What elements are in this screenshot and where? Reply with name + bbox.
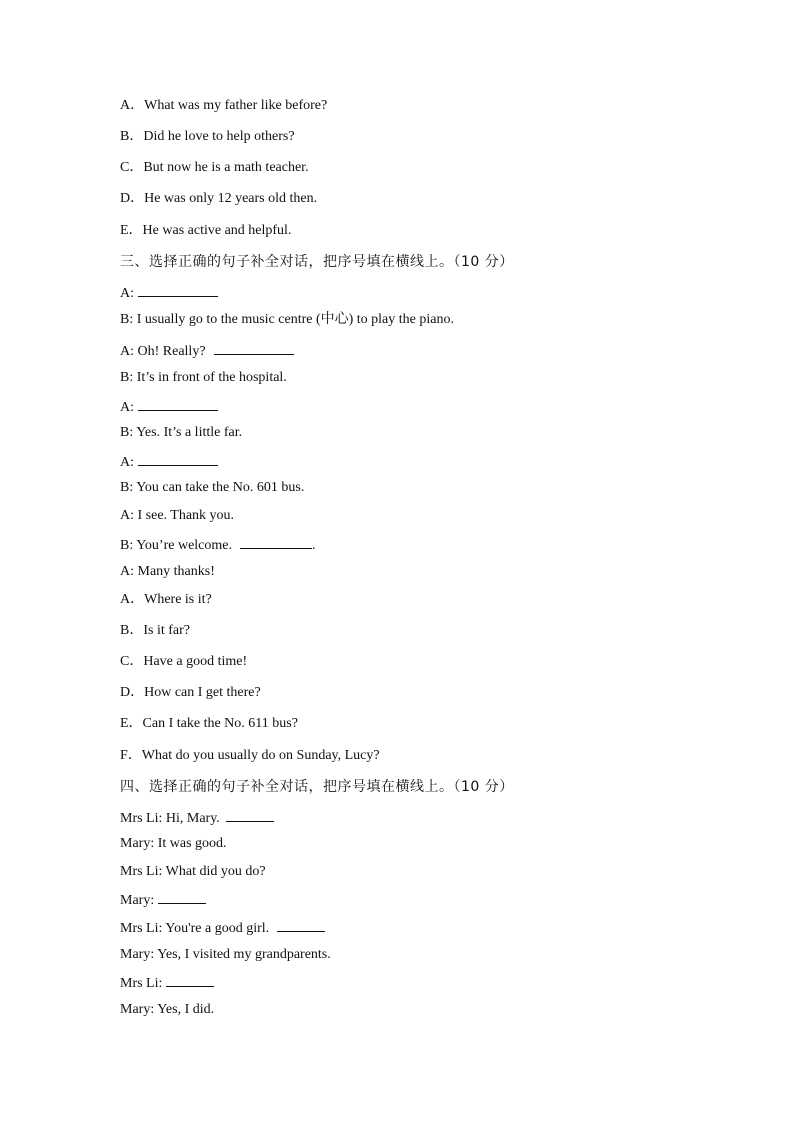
dialogue-text: A: Oh! Really? bbox=[120, 344, 206, 359]
section4-dialogue-line bbox=[120, 834, 227, 854]
dialogue-text: A: bbox=[120, 286, 134, 301]
section3-option-e: E．Can I take the No. 611 bus? bbox=[120, 716, 298, 731]
section3-dialogue-line bbox=[120, 310, 454, 330]
section4-dialogue-line bbox=[120, 945, 331, 965]
section3-dialogue-line bbox=[120, 562, 215, 582]
section4-dialogue-line bbox=[120, 972, 214, 994]
section3-dialogue-line bbox=[120, 282, 218, 304]
section4-dialogue-line bbox=[120, 807, 274, 829]
dialogue-text: Mary: It was good. bbox=[120, 836, 227, 851]
dialogue-text: A: bbox=[120, 455, 134, 470]
section4-dialogue-line bbox=[120, 917, 325, 939]
section3-option-c: C．Have a good time! bbox=[120, 654, 248, 669]
answer-blank[interactable] bbox=[277, 917, 325, 932]
section3-dialogue-line bbox=[120, 423, 242, 443]
answer-blank[interactable] bbox=[240, 534, 312, 549]
section2-option-e: E．He was active and helpful. bbox=[120, 223, 292, 238]
dialogue-text: B: It’s in front of the hospital. bbox=[120, 370, 287, 385]
answer-blank[interactable] bbox=[166, 972, 214, 987]
section2-option-d: D．He was only 12 years old then. bbox=[120, 191, 318, 206]
dialogue-text: Mary: Yes, I visited my grandparents. bbox=[120, 947, 331, 962]
dialogue-text: Mrs Li: bbox=[120, 976, 163, 991]
section2-option-a: A．What was my father like before? bbox=[120, 98, 328, 113]
section3-heading: 三、选择正确的句子补全对话，把序号填在横线上。（10 分） bbox=[120, 254, 514, 270]
dialogue-text: Mrs Li: You're a good girl. bbox=[120, 921, 270, 936]
section4-heading: 四、选择正确的句子补全对话，把序号填在横线上。（10 分） bbox=[120, 779, 514, 795]
dialogue-text: Mrs Li: What did you do? bbox=[120, 864, 266, 879]
answer-blank[interactable] bbox=[138, 451, 218, 466]
dialogue-suffix: . bbox=[312, 538, 316, 553]
dialogue-text: A: Many thanks! bbox=[120, 564, 215, 579]
section4-dialogue-line bbox=[120, 862, 266, 882]
section3-option-b: B．Is it far? bbox=[120, 623, 190, 638]
dialogue-text: A: I see. Thank you. bbox=[120, 508, 235, 523]
section3-dialogue-line bbox=[120, 340, 294, 362]
answer-blank[interactable] bbox=[214, 340, 294, 355]
dialogue-text: B: You can take the No. 601 bus. bbox=[120, 480, 305, 495]
section3-dialogue-line bbox=[120, 478, 304, 498]
dialogue-text: B: I usually go to the music centre (中心) to play the piano. bbox=[120, 312, 454, 327]
answer-blank[interactable] bbox=[226, 807, 274, 822]
answer-blank[interactable] bbox=[138, 396, 218, 411]
section3-option-f: F．What do you usually do on Sunday, Lucy? bbox=[120, 748, 380, 763]
dialogue-text: Mary: Yes, I did. bbox=[120, 1002, 215, 1017]
section3-dialogue-line bbox=[120, 451, 218, 473]
answer-blank[interactable] bbox=[138, 282, 218, 297]
dialogue-text: B: Yes. It’s a little far. bbox=[120, 425, 243, 440]
dialogue-text: Mary: bbox=[120, 893, 155, 908]
section3-dialogue-line bbox=[120, 368, 287, 388]
dialogue-text: A: bbox=[120, 400, 134, 415]
section3-dialogue-line bbox=[120, 396, 218, 418]
section3-option-a: A．Where is it? bbox=[120, 592, 212, 607]
section4-dialogue-line bbox=[120, 1000, 214, 1020]
dialogue-text: B: You’re welcome. bbox=[120, 538, 232, 553]
dialogue-text: Mrs Li: Hi, Mary. bbox=[120, 811, 220, 826]
answer-blank[interactable] bbox=[158, 889, 206, 904]
section4-dialogue-line bbox=[120, 889, 206, 911]
section2-option-b: B．Did he love to help others? bbox=[120, 129, 295, 144]
section3-option-d: D．How can I get there? bbox=[120, 685, 261, 700]
section2-option-c: C．But now he is a math teacher. bbox=[120, 160, 309, 175]
section3-dialogue-line bbox=[120, 506, 234, 526]
section3-dialogue-line bbox=[120, 534, 316, 556]
